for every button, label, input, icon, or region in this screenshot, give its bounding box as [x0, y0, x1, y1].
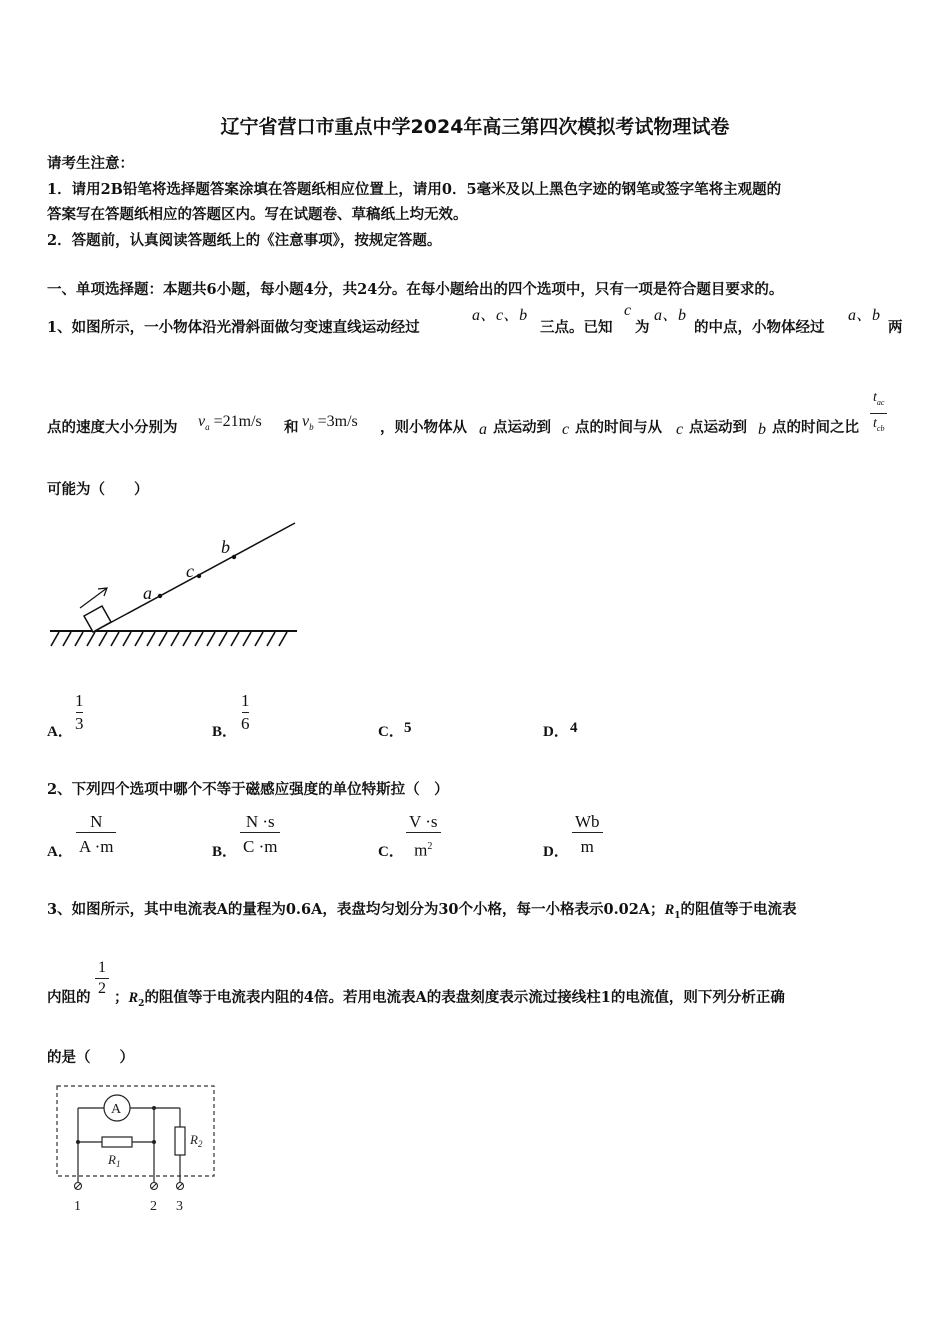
q1-var-acb: a、c、b: [472, 307, 528, 324]
circuit-figure: [50, 1080, 225, 1220]
q1-text-4: 的中点，小物体经过: [694, 319, 825, 336]
label-a: a: [143, 583, 152, 603]
q1-option-b-value[interactable]: 1 6: [241, 691, 250, 733]
ammeter-label: A: [111, 1102, 122, 1117]
q3-text-2a: 内阻的: [47, 989, 91, 1006]
incline-line: [95, 523, 295, 631]
q3-half-fraction: $\frac{1}{2}$: [95, 958, 109, 999]
point-a: [158, 594, 162, 598]
terminal-1-label: 1: [74, 1199, 81, 1214]
q1-time-ratio: $t_{ac}$ $t_{cb}$: [870, 388, 887, 439]
r2-label: $R_2$: [190, 1132, 203, 1149]
section-heading: 一、单项选择题：本题共6小题，每小题4分，共24分。在每小题给出的四个选项中，只有一项是符合题目要求的。: [47, 281, 784, 298]
q1-option-b-label[interactable]: B．: [212, 724, 238, 740]
q1-text-8: ，则小物体从: [380, 419, 467, 436]
q1-option-a-value[interactable]: 1 3: [75, 691, 84, 733]
resistor-r2: [175, 1127, 185, 1155]
dashed-enclosure: [57, 1086, 214, 1176]
q1-text-9: 点运动到: [493, 419, 551, 436]
point-b: [232, 555, 236, 559]
q1-text-5: 两: [888, 319, 903, 336]
velocity-arrow: [80, 588, 107, 608]
q1-va-expression: $v_a =21m/s$: [198, 413, 262, 433]
junction: [152, 1106, 156, 1110]
q3-text-2b: ；$R_2$的阻值等于电流表内阻的4倍。若用电流表A的表盘刻度表示流过接线柱1的电流值，则下列分析正确: [114, 989, 785, 1009]
q1-var-ab-2: a、b: [848, 307, 881, 324]
q1-var-b: b: [758, 421, 766, 438]
notice-line-1: 1．请用2B铅笔将选择题答案涂填在答题纸相应位置上，请用0．5毫米及以上黑色字迹的钢笔或签字笔将主观题的: [47, 181, 782, 198]
q1-text-6: 点的速度大小分别为: [47, 419, 178, 436]
ground-hatching: [51, 632, 287, 646]
block: [84, 606, 111, 632]
terminal-3-label: 3: [176, 1199, 183, 1214]
page-title: 辽宁省营口市重点中学2024年高三第四次模拟考试物理试卷: [220, 116, 730, 138]
q2-option-a-value[interactable]: $\frac{N}{A \cdot m}$: [76, 812, 116, 857]
q3-line-3: 的是（ ）: [47, 1049, 134, 1066]
q1-text-10: 点的时间与从: [575, 419, 662, 436]
q1-option-d-label[interactable]: D．: [543, 724, 569, 740]
notice-line-2: 答案写在答题纸相应的答题区内。写在试题卷、草稿纸上均无效。: [47, 206, 468, 223]
junction: [76, 1140, 80, 1144]
q1-var-c-2: c: [562, 421, 570, 438]
label-b: b: [221, 537, 230, 557]
q1-text-12: 点的时间之比: [772, 419, 859, 436]
q2-option-b-value[interactable]: $\frac{N \cdot s}{C \cdot m}$: [240, 812, 280, 857]
q2-option-a-label[interactable]: A．: [47, 844, 73, 860]
q1-vb-expression: $v_b =3m/s$: [302, 413, 358, 433]
q2-option-c-label[interactable]: C．: [378, 844, 404, 860]
q3-line-1: 3、如图所示，其中电流表A的量程为0.6A，表盘均匀划分为30个小格，每一小格表示0.02A；$R_1$的阻值等于电流表: [47, 901, 797, 921]
q1-text-7: 和: [284, 419, 299, 436]
junction: [152, 1140, 156, 1144]
resistor-r1: [102, 1137, 132, 1147]
q2-option-b-label[interactable]: B．: [212, 844, 238, 860]
q1-text-1: 1、如图所示，一小物体沿光滑斜面做匀变速直线运动经过: [47, 319, 420, 336]
q1-var-c: c: [624, 302, 632, 319]
r1-label: $R_1$: [108, 1152, 121, 1169]
q1-option-c-label[interactable]: C．: [378, 724, 404, 740]
notice-line-3: 2．答题前，认真阅读答题纸上的《注意事项》，按规定答题。: [47, 232, 442, 249]
q1-text-13: 可能为（ ）: [47, 481, 149, 498]
q2-option-d-label[interactable]: D．: [543, 844, 569, 860]
q1-var-ab: a、b: [654, 307, 687, 324]
q1-option-a-label[interactable]: A．: [47, 724, 73, 740]
q1-option-d-value[interactable]: 4: [570, 720, 578, 736]
terminal-2-label: 2: [150, 1199, 157, 1214]
q1-option-c-value[interactable]: 5: [404, 720, 412, 736]
q2-stem: 2、下列四个选项中哪个不等于磁感应强度的单位特斯拉（ ）: [47, 781, 449, 798]
q1-text-3: 为: [635, 319, 650, 336]
q1-var-a: a: [479, 421, 487, 438]
q1-text-11: 点运动到: [689, 419, 747, 436]
q1-var-c-3: c: [676, 421, 684, 438]
q1-text-2: 三点。已知: [540, 319, 613, 336]
q2-option-c-value[interactable]: $\frac{V \cdot s}{m^2}$: [406, 812, 441, 861]
point-c: [197, 574, 201, 578]
incline-figure: [45, 515, 305, 650]
notice-heading: 请考生注意：: [47, 155, 134, 172]
q2-option-d-value[interactable]: $\frac{Wb}{m}$: [572, 812, 603, 857]
label-c: c: [186, 561, 194, 581]
